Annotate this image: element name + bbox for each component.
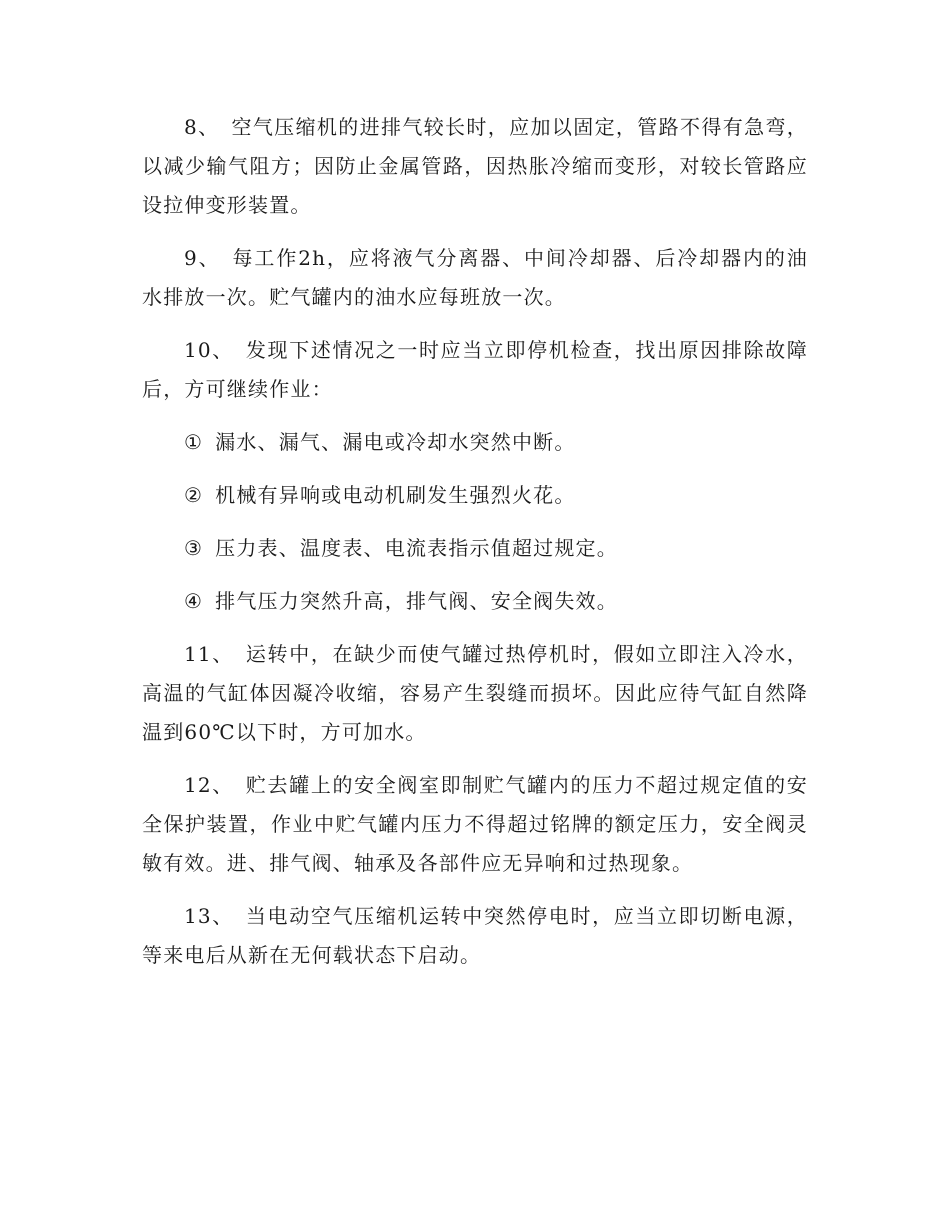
paragraph-number: 8、 [184,115,220,139]
list-item-1 [142,423,808,462]
list-item-text: 排气压力突然升高，排气阀、安全阀失效。 [215,589,618,613]
list-item-text: 压力表、温度表、电流表指示值超过规定。 [215,536,618,560]
paragraph-text: 空气压缩机的进排气较长时，应加以固定，管路不得有急弯，以减少输气阻方；因防止金属管路，因热胀冷缩而变形，对较长管路应设拉伸变形装置。 [142,115,809,217]
paragraph-text: 运转中，在缺少而使气罐过热停机时，假如立即注入冷水，高温的气缸体因凝冷收缩，容易产生裂缝而损坏。因此应待气缸自然降温到60℃以下时，方可加水。 [142,642,808,744]
list-item-3 [142,529,808,568]
list-item-text: 机械有异响或电动机刷发生强烈火花。 [215,483,576,507]
paragraph-text: 发现下述情况之一时应当立即停机检查，找出原因排除故障后，方可继续作业： [142,338,808,401]
list-marker: ③ [184,536,204,560]
list-marker: ② [184,483,204,507]
paragraph-10 [142,331,808,409]
paragraph-11 [142,635,808,752]
paragraph-number: 10、 [184,338,234,362]
paragraph-8 [142,108,808,225]
paragraph-number: 9、 [184,246,221,270]
list-item-text: 漏水、漏气、漏电或冷却水突然中断。 [215,430,576,454]
paragraph-text: 当电动空气压缩机运转中突然停电时，应当立即切断电源，等来电后从新在无何载状态下启动。 [142,904,808,967]
list-item-2 [142,476,808,515]
paragraph-number: 13、 [184,904,234,928]
paragraph-text: 每工作2h，应将液气分离器、中间冷却器、后冷却器内的油水排放一次。贮气罐内的油水应每班放一次。 [142,246,808,309]
paragraph-number: 11、 [184,642,234,666]
paragraph-9 [142,239,808,317]
paragraph-12 [142,766,808,883]
list-marker: ④ [184,589,204,613]
document-body [142,108,808,989]
list-marker: ① [184,430,204,454]
paragraph-13 [142,897,808,975]
paragraph-text: 贮去罐上的安全阀室即制贮气罐内的压力不超过规定值的安全保护装置，作业中贮气罐内压力不得超过铭牌的额定压力，安全阀灵敏有效。进、排气阀、轴承及各部件应无异响和过热现象。 [142,773,808,875]
paragraph-number: 12、 [184,773,234,797]
list-item-4 [142,582,808,621]
